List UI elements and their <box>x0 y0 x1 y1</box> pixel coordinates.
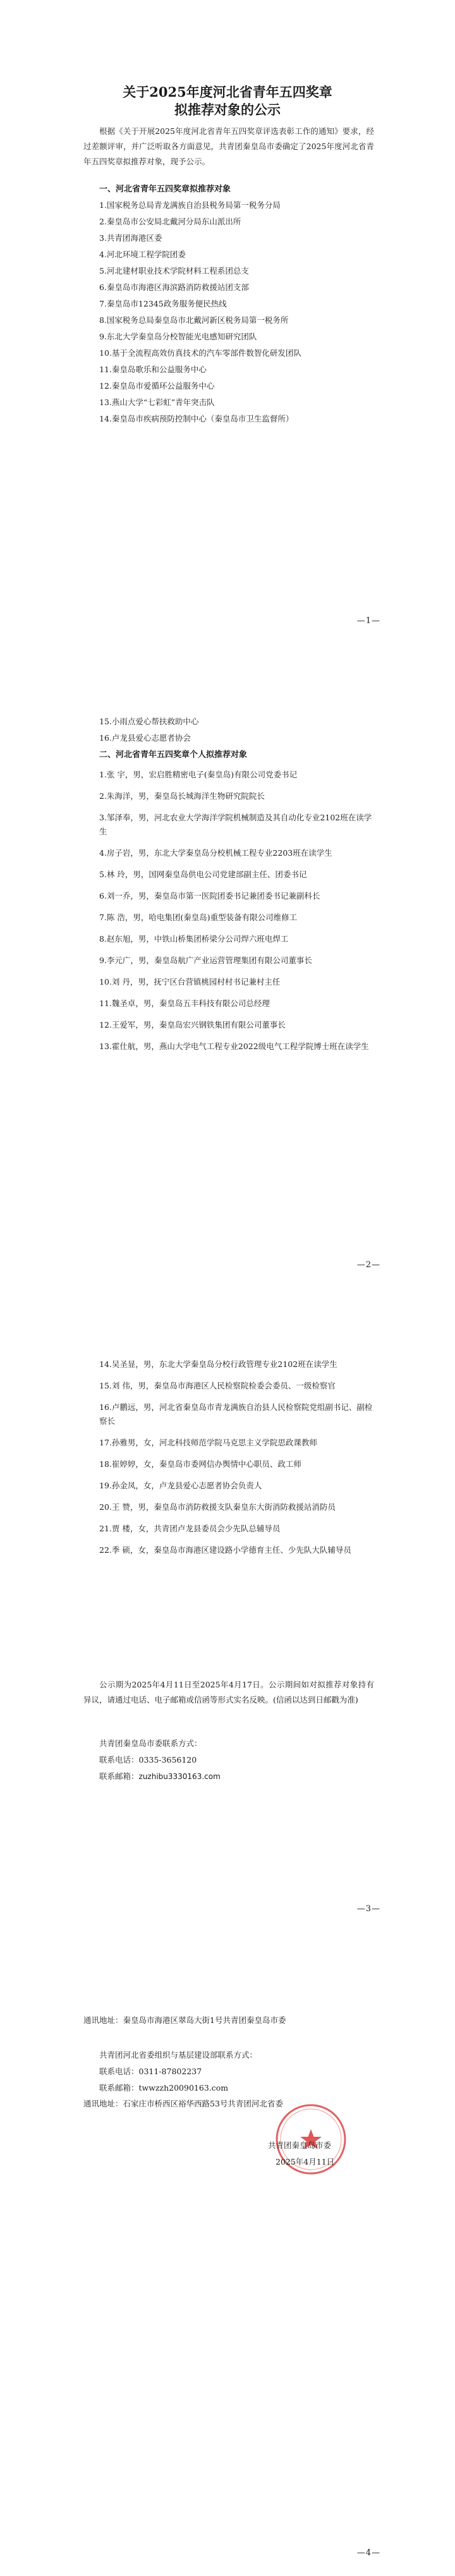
list-item: 15.刘 伟，男，秦皇岛市海港区人民检察院检委会委员、一级检察官 <box>99 1381 336 1390</box>
list-item: 12.王爱军，男，秦皇岛宏兴钢铁集团有限公司董事长 <box>99 1020 286 1030</box>
page-1 <box>0 0 455 644</box>
section1-list <box>99 197 377 427</box>
list-item: 15.小雨点爱心帮扶救助中心 <box>99 717 199 726</box>
list-item: 17.孙雅男，女，河北科技师范学院马克思主义学院思政课教师 <box>99 1438 317 1447</box>
page-number: —4— <box>356 2548 380 2558</box>
list-item: 4.房子岩，男，东北大学秦皇岛分校机械工程专业2203班在读学生 <box>99 848 332 858</box>
notice-paragraph: 公示期为2025年4月11日至2025年4月17日。公示期间如对拟推荐对象持有异议，请通过电话、电子邮箱或信函等形式实名反映。(信函以达到日邮戳为准) <box>83 1680 374 1704</box>
list-item: 16.卢龙县爱心志愿者协会 <box>99 733 191 743</box>
contact2-phone: 联系电话：0311-87802237 <box>99 2067 202 2076</box>
list-item: 19.孙金凤，女，卢龙县爱心志愿者协会负责人 <box>99 1481 262 1490</box>
signature-date: 2025年4月11日 <box>276 2157 335 2166</box>
list-item: 10.刘 丹，男，抚宁区台营镇桃园村村书记兼村主任 <box>99 977 281 987</box>
list-item: 6.刘一乔，男，秦皇岛市第一医院团委书记兼团委书记兼副科长 <box>99 891 320 901</box>
list-item: 13.燕山大学“七彩虹”青年突击队 <box>99 398 215 407</box>
list-item: 13.霍仕航，男，燕山大学电气工程专业2022级电气工程学院博士班在读学生 <box>99 1042 369 1051</box>
list-item: 3.共青团海港区委 <box>99 233 162 243</box>
list-item: 11.秦皇岛歌乐和公益服务中心 <box>99 365 207 374</box>
page-number: —3— <box>356 1904 380 1914</box>
section2-heading: 二、河北省青年五四奖章个人拟推荐对象 <box>99 750 248 760</box>
list-item: 9.李元广，男，秦皇岛航广产业运营管理集团有限公司董事长 <box>99 956 312 965</box>
list-item: 9.东北大学秦皇岛分校智能光电感知研究团队 <box>99 332 257 341</box>
section1-list-continued <box>99 714 377 746</box>
list-item: 20.王 赞，男，秦皇岛市消防救援支队秦皇东大街消防救援站消防员 <box>99 1502 336 1512</box>
section2-list-continued <box>99 1358 377 1565</box>
contact2-address: 通讯地址：石家庄市桥西区裕华西路53号共青团河北省委 <box>83 2099 283 2108</box>
list-item: 5.河北建材职业技术学院材料工程系团总支 <box>99 266 249 276</box>
document-title-line1: 关于2025年度河北省青年五四奖章 <box>123 84 332 100</box>
list-item: 14.秦皇岛市疾病预防控制中心（秦皇岛市卫生监督所） <box>99 414 294 423</box>
page-2 <box>0 644 455 1288</box>
page-number: —2— <box>356 1260 380 1270</box>
list-item: 16.卢鹏远，男，河北省秦皇岛市青龙满族自治县人民检察院党组副书记、副检察长 <box>99 1402 373 1426</box>
contact1-email[interactable]: zuzhibu3330163.com <box>138 1772 221 1781</box>
list-item: 22.季 硕，女，秦皇岛市海港区建设路小学德育主任、少先队大队辅导员 <box>99 1545 351 1555</box>
list-item: 8.赵东旭，男，中铁山桥集团桥梁分公司焊六班电焊工 <box>99 934 289 944</box>
list-item: 18.崔婷婷，女，秦皇岛市委网信办舆情中心职员、政工师 <box>99 1459 301 1469</box>
list-item: 1.国家税务总局青龙满族自治县税务局第一税务分局 <box>99 200 281 210</box>
list-item: 10.基于全流程高效仿真技术的汽车零部件数智化研发团队 <box>99 348 301 358</box>
list-item: 12.秦皇岛市爱循环公益服务中心 <box>99 381 215 391</box>
list-item: 14.吴圣显，男，东北大学秦皇岛分校行政管理专业2102班在读学生 <box>99 1359 337 1369</box>
contact1-org: 共青团秦皇岛市委联系方式： <box>99 1739 202 1748</box>
list-item: 11.魏圣卓，男，秦皇岛五丰科技有限公司总经理 <box>99 999 270 1008</box>
contact2-org: 共青团河北省委组织与基层建设部联系方式： <box>99 2050 258 2060</box>
list-item: 8.国家税务总局秦皇岛市北戴河新区税务局第一税务所 <box>99 315 289 325</box>
page-number: —1— <box>356 616 380 626</box>
list-item: 6.秦皇岛市海港区海滨路消防救援站团支部 <box>99 283 249 292</box>
list-item: 4.河北环境工程学院团委 <box>99 250 186 259</box>
list-item: 2.朱海洋，男，秦皇岛长城海洋生物研究院院长 <box>99 791 265 801</box>
page-3 <box>0 1288 455 1932</box>
list-item: 7.陈 浩，男，哈电集团(秦皇岛)重型装备有限公司维修工 <box>99 913 298 922</box>
contact2-email: 联系邮箱：twwzzh20090163.com <box>99 2083 229 2093</box>
contact1-email-row <box>99 1768 221 1785</box>
list-item: 3.邹泽奉，男，河北农业大学海洋学院机械制造及其自动化专业2102班在读学生 <box>99 813 372 836</box>
intro-paragraph: 根据《关于开展2025年度河北省青年五四奖章评选表彰工作的通知》要求，经过差额评审，并广泛听取各方面意见，共青团秦皇岛市委确定了2025年度河北省青年五四奖章拟推荐对象，现予公示。 <box>83 126 374 166</box>
contact1-email-label: 联系邮箱： <box>99 1771 139 1781</box>
contact1-address: 通讯地址：秦皇岛市海港区翠岛大街1号共青团秦皇岛市委 <box>83 2015 286 2025</box>
signature-org: 共青团秦皇岛市委 <box>268 2141 332 2150</box>
list-item: 7.秦皇岛市12345政务服务便民热线 <box>99 299 227 308</box>
list-item: 5.林 玲，男，国网秦皇岛供电公司党建部副主任、团委书记 <box>99 870 307 879</box>
list-item: 1.张 宇，男，宏启胜精密电子(秦皇岛)有限公司党委书记 <box>99 770 298 779</box>
list-item: 21.贾 楼，女，共青团卢龙县委员会少先队总辅导员 <box>99 1524 281 1533</box>
page-4 <box>0 1932 455 2576</box>
document-title-line2: 拟推荐对象的公示 <box>174 102 281 118</box>
section1-heading: 一、河北省青年五四奖章拟推荐对象 <box>99 185 231 194</box>
section2-list <box>99 768 377 1061</box>
list-item: 2.秦皇岛市公安局北戴河分局东山派出所 <box>99 217 241 226</box>
contact1-phone: 联系电话：0335-3656120 <box>99 1755 197 1765</box>
